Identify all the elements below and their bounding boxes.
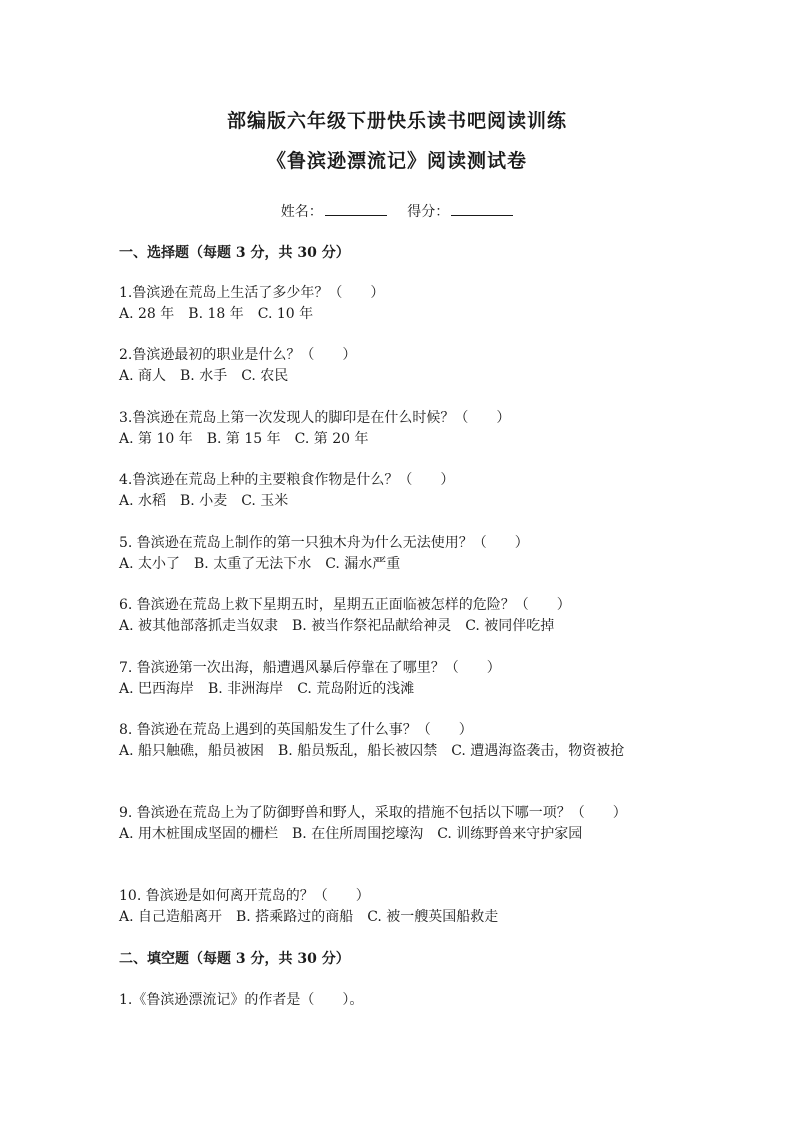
question-item [119,533,679,575]
name-blank[interactable] [325,203,387,216]
exam-subtitle: 《鲁滨逊漂流记》阅读测试卷 [266,150,527,172]
question-text: 1.《鲁滨逊漂流记》的作者是（ ）。 [119,992,364,1008]
question-text: 7. 鲁滨逊第一次出海，船遭遇风暴后停靠在了哪里？（ ） [119,660,501,676]
question-options: A. 用木桩围成坚固的栅栏 B. 在住所周围挖壕沟 C. 训练野兽来守护家园 [119,826,583,842]
question-options: A. 水稻 B. 小麦 C. 玉米 [119,493,289,509]
student-info [0,201,794,221]
question-text: 8. 鲁滨逊在荒岛上遇到的英国船发生了什么事？（ ） [119,722,473,738]
score-label: 得分： [407,204,450,220]
question-options: A. 商人 B. 水手 C. 农民 [119,368,289,384]
section-title: 一、选择题（每题 3 分，共 30 分） [119,245,350,261]
question-item [119,408,679,450]
fill-question-item [119,990,679,1011]
question-item [119,345,679,387]
question-options: A. 自己造船离开 B. 搭乘路过的商船 C. 被一艘英国船救走 [119,909,499,925]
exam-title: 部编版六年级下册快乐读书吧阅读训练 [226,110,567,132]
question-item [119,803,679,845]
question-text: 1.鲁滨逊在荒岛上生活了多少年？（ ） [119,285,385,301]
question-item [119,470,679,512]
question-text: 9. 鲁滨逊在荒岛上为了防御野兽和野人，采取的措施不包括以下哪一项？（ ） [119,805,627,821]
question-text: 4.鲁滨逊在荒岛上种的主要粮食作物是什么？（ ） [119,472,455,488]
section-title: 二、填空题（每题 3 分，共 30 分） [119,951,350,967]
question-item [119,595,679,637]
question-item [119,658,679,700]
score-blank[interactable] [451,203,513,216]
question-item [119,720,679,762]
question-options: A. 被其他部落抓走当奴隶 B. 被当作祭祀品献给神灵 C. 被同伴吃掉 [119,618,555,634]
question-text: 3.鲁滨逊在荒岛上第一次发现人的脚印是在什么时候？（ ） [119,410,511,426]
question-text: 2.鲁滨逊最初的职业是什么？（ ） [119,347,357,363]
question-item [119,886,679,928]
question-options: A. 28 年 B. 18 年 C. 10 年 [119,306,314,322]
question-options: A. 太小了 B. 太重了无法下水 C. 漏水严重 [119,556,401,572]
name-label: 姓名： [280,204,323,220]
question-text: 10. 鲁滨逊是如何离开荒岛的？（ ） [119,888,370,904]
question-text: 5. 鲁滨逊在荒岛上制作的第一只独木舟为什么无法使用？（ ） [119,535,529,551]
question-options: A. 船只触礁，船员被困 B. 船员叛乱，船长被囚禁 C. 遭遇海盗袭击，物资被抢 [119,743,625,759]
question-options: A. 第 10 年 B. 第 15 年 C. 第 20 年 [119,431,369,447]
question-item [119,283,679,325]
question-text: 6. 鲁滨逊在荒岛上救下星期五时，星期五正面临被怎样的危险？（ ） [119,597,571,613]
question-options: A. 巴西海岸 B. 非洲海岸 C. 荒岛附近的浅滩 [119,681,415,697]
